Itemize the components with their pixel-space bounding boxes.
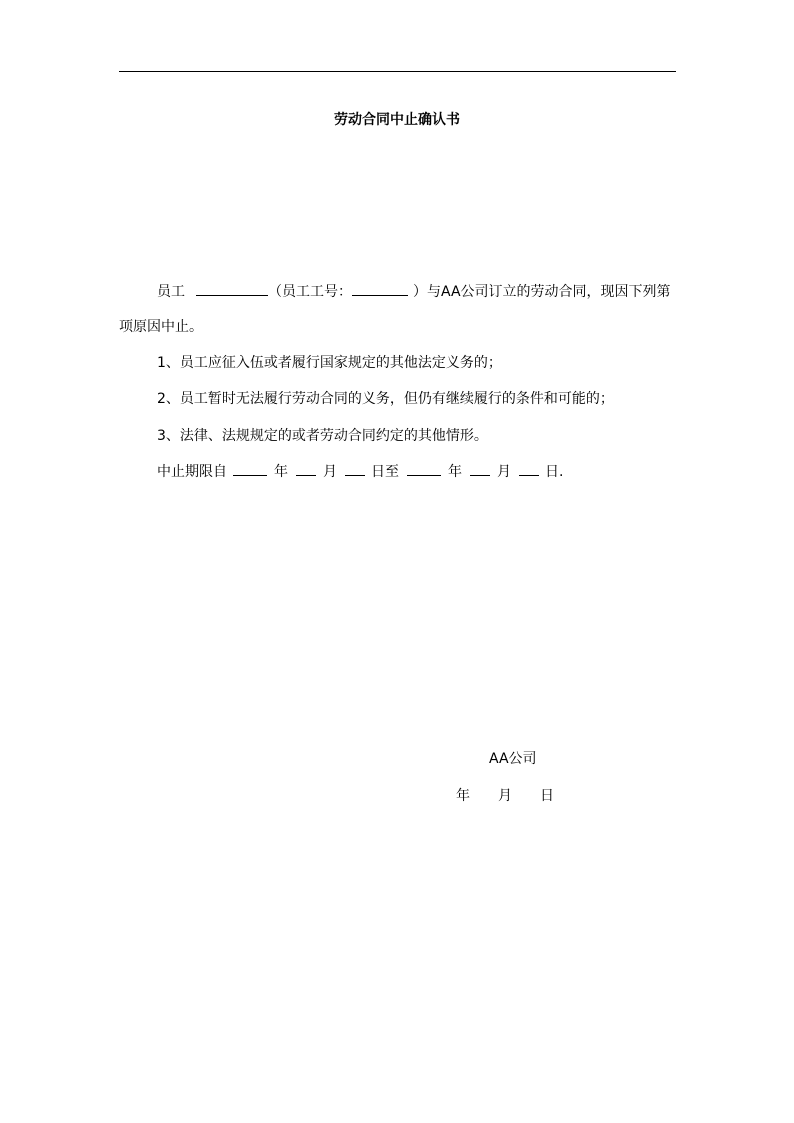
start-day-label: 日至 [371, 464, 399, 480]
start-day-blank[interactable] [345, 463, 365, 476]
signature-company: AA公司 [489, 751, 537, 767]
employee-label: 员工 [157, 284, 185, 300]
signature-month-label: 月 [498, 788, 512, 804]
end-month-blank[interactable] [470, 463, 490, 476]
start-month-blank[interactable] [296, 463, 316, 476]
header-rule [119, 71, 676, 72]
signature-day-label: 日 [540, 788, 554, 804]
period-prefix: 中止期限自 [157, 464, 227, 480]
start-year-label: 年 [274, 464, 288, 480]
end-month-label: 月 [497, 464, 511, 480]
end-day-label: 日. [545, 464, 564, 480]
period-line [157, 463, 563, 481]
signature-date [456, 787, 554, 805]
start-year-blank[interactable] [233, 463, 267, 476]
employee-id-blank[interactable] [352, 283, 408, 296]
end-year-blank[interactable] [407, 463, 441, 476]
end-day-blank[interactable] [519, 463, 539, 476]
intro-line [157, 283, 671, 301]
reason-item-1: 1、员工应征入伍或者履行国家规定的其他法定义务的； [157, 355, 502, 371]
intro-line-2: 项原因中止。 [119, 319, 203, 335]
reason-item-3: 3、法律、法规规定的或者劳动合同约定的其他情形。 [157, 428, 488, 444]
intro-continuation: ）与AA公司订立的劳动合同，现因下列第 [413, 284, 671, 300]
end-year-label: 年 [448, 464, 462, 480]
start-month-label: 月 [323, 464, 337, 480]
reason-item-2: 2、员工暂时无法履行劳动合同的义务，但仍有继续履行的条件和可能的； [157, 391, 614, 407]
signature-year-label: 年 [456, 788, 470, 804]
employee-name-blank[interactable] [196, 283, 268, 296]
employee-id-label: （员工工号： [268, 284, 352, 300]
document-title: 劳动合同中止确认书 [334, 112, 460, 128]
